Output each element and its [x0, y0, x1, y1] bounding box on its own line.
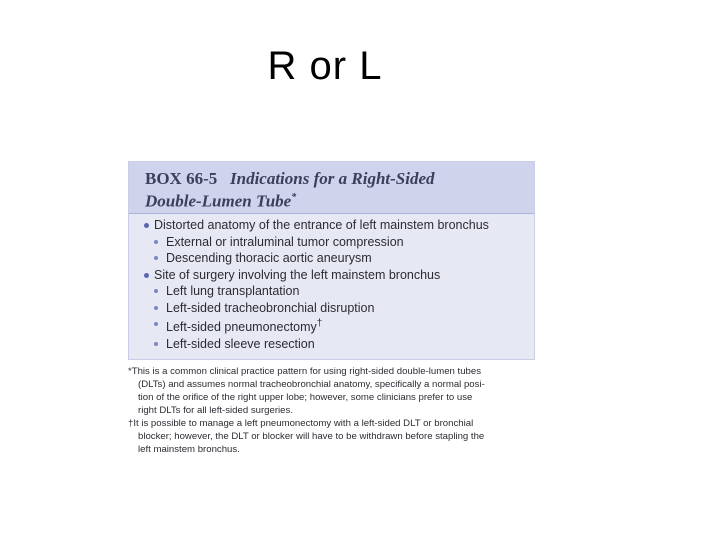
bullet-icon: [144, 273, 149, 278]
bullet-icon: [154, 322, 158, 326]
bullet-icon: [154, 306, 158, 310]
box-title-text-1: Indications for a Right-Sided: [230, 169, 435, 188]
list-item-text: External or intraluminal tumor compression: [166, 234, 404, 249]
box-header: [129, 162, 534, 214]
box-title-line2: [145, 188, 534, 212]
box-title-text-2: Double-Lumen Tube: [145, 191, 292, 211]
bullet-icon: [154, 342, 158, 346]
list-item: [129, 316, 534, 336]
footnote-star-line: tion of the orifice of the right upper lobe; however, some clinicians prefer to use: [138, 392, 473, 403]
list-item-text: Distorted anatomy of the entrance of left mainstem bronchus: [154, 218, 489, 232]
list-item: [129, 300, 534, 317]
bullet-icon: [154, 256, 158, 260]
list-item: [129, 250, 534, 267]
list-item: [129, 234, 534, 251]
list-item-text: Left-sided pneumonectomy: [166, 320, 317, 335]
footnote-dagger-line: left mainstem bronchus.: [138, 444, 240, 455]
bullet-icon: [144, 223, 149, 228]
footnote-star-line: (DLTs) and assumes normal tracheobronchial anatomy, specifically a normal posi-: [138, 379, 485, 390]
list-item-text: Left-sided sleeve resection: [166, 336, 315, 351]
indications-list: [129, 217, 534, 352]
list-item: [129, 267, 534, 284]
list-item-text: Descending thoracic aortic aneurysm: [166, 251, 372, 265]
slide-title: R or L: [267, 44, 383, 88]
list-item: [129, 217, 534, 234]
list-item: [129, 283, 534, 300]
footnotes: [128, 365, 538, 456]
dagger-footnote-mark: †: [316, 318, 323, 329]
box-title-footnote-mark: *: [291, 192, 297, 203]
footnote-dagger-line: †It is possible to manage a left pneumonectomy with a left-sided DLT or bronchial: [128, 418, 474, 429]
list-item: [129, 336, 534, 353]
footnote-dagger-line: blocker; however, the DLT or blocker will have to be withdrawn before stapling the: [138, 431, 485, 442]
box-number: BOX 66-5: [145, 169, 218, 188]
footnote-star-line: right DLTs for all left-sided surgeries.: [138, 405, 293, 416]
list-item-text: Left-sided tracheobronchial disruption: [166, 300, 375, 315]
bullet-icon: [154, 240, 158, 244]
box-title-line1: [145, 170, 534, 188]
bullet-icon: [154, 289, 158, 293]
indications-box: [128, 161, 535, 360]
list-item-text: Site of surgery involving the left mainstem bronchus: [154, 267, 441, 282]
footnote-star-line: *This is a common clinical practice pattern for using right-sided double-lumen tubes: [128, 366, 482, 377]
list-item-text: Left lung transplantation: [166, 284, 300, 298]
